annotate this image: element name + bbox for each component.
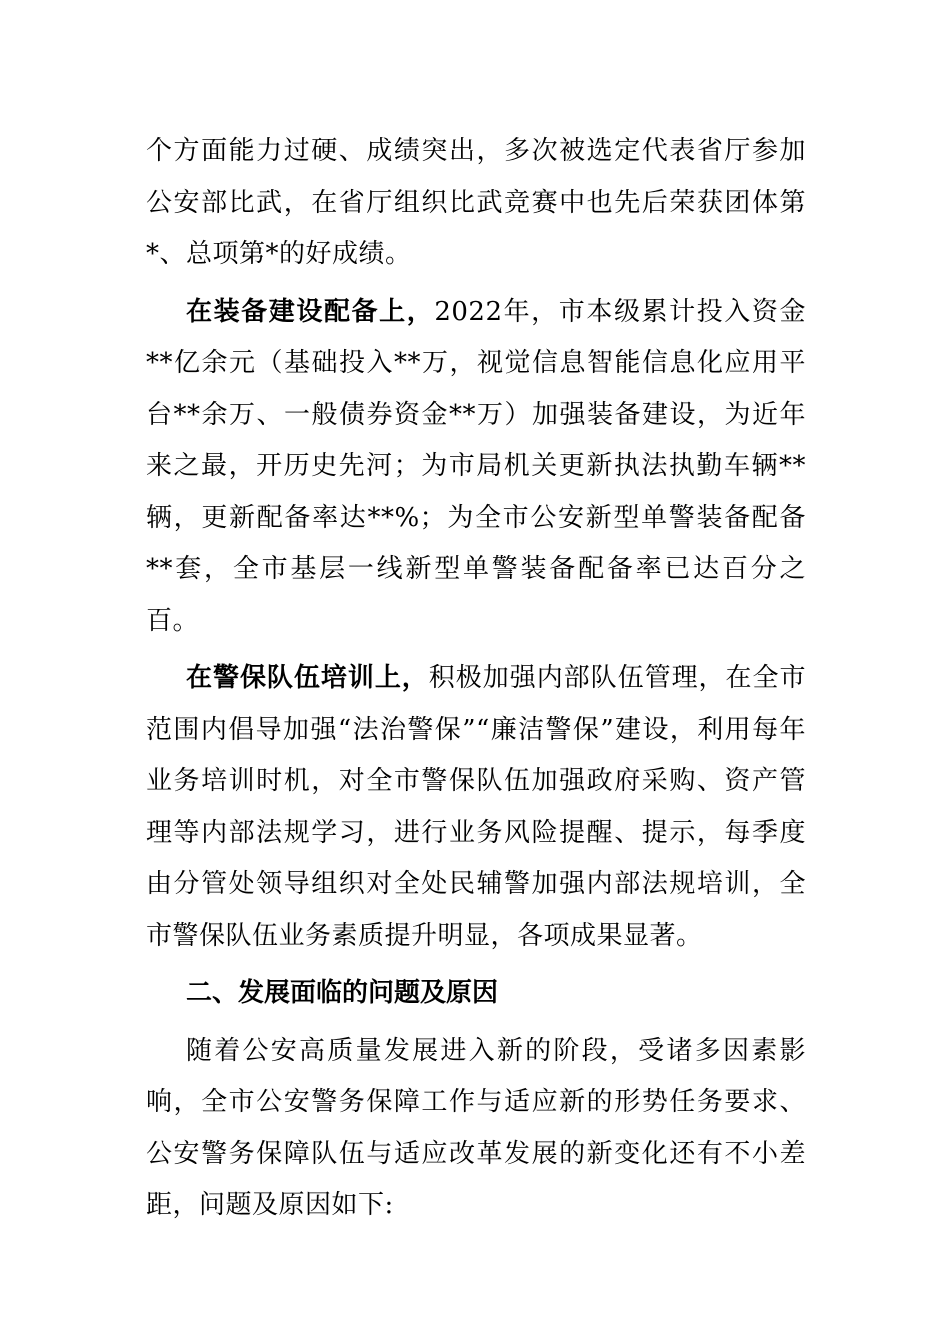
paragraph-text: 随着公安高质量发展进入新的阶段，受诸多因素影响，全市公安警务保障工作与适应新的形势任务要求、公安警务保障队伍与适应改革发展的新变化还有不小差距，问题及原因如下: [146, 1035, 806, 1220]
paragraph-equipment [146, 287, 806, 648]
paragraph-text: 2022年，市本级累计投入资金**亿余元（基础投入**万，视觉信息智能信息化应用平台**余万、一般债券资金**万）加强装备建设，为近年来之最，开历史先河；为市局机关更新执法执勤车辆**辆，更新配备率达**%；为全市公安新型单警装备配备**套，全市基层一线新型单警装备配备率已达百分之百。 [146, 296, 806, 636]
paragraph-continuation [146, 126, 806, 281]
paragraph-problems [146, 1026, 806, 1232]
paragraph-lead: 在警保队伍培训上， [186, 663, 429, 693]
paragraph-text: 积极加强内部队伍管理，在全市范围内倡导加强“法治警保”“廉洁警保”建设，利用每年业务培训时机，对全市警保队伍加强政府采购、资产管理等内部法规学习，进行业务风险提醒、提示，每季度由分管处领导组织对全处民辅警加强内部法规培训，全市警保队伍业务素质提升明显，各项成果显著。 [146, 663, 806, 951]
document-page [146, 126, 806, 1232]
paragraph-lead: 在装备建设配备上， [186, 296, 435, 327]
paragraph-text: 个方面能力过硬、成绩突出，多次被选定代表省厅参加公安部比武，在省厅组织比武竞赛中也先后荣获团体第*、总项第*的好成绩。 [146, 136, 806, 269]
paragraph-training [146, 653, 806, 962]
section-heading: 二、发展面临的问题及原因 [186, 978, 499, 1008]
